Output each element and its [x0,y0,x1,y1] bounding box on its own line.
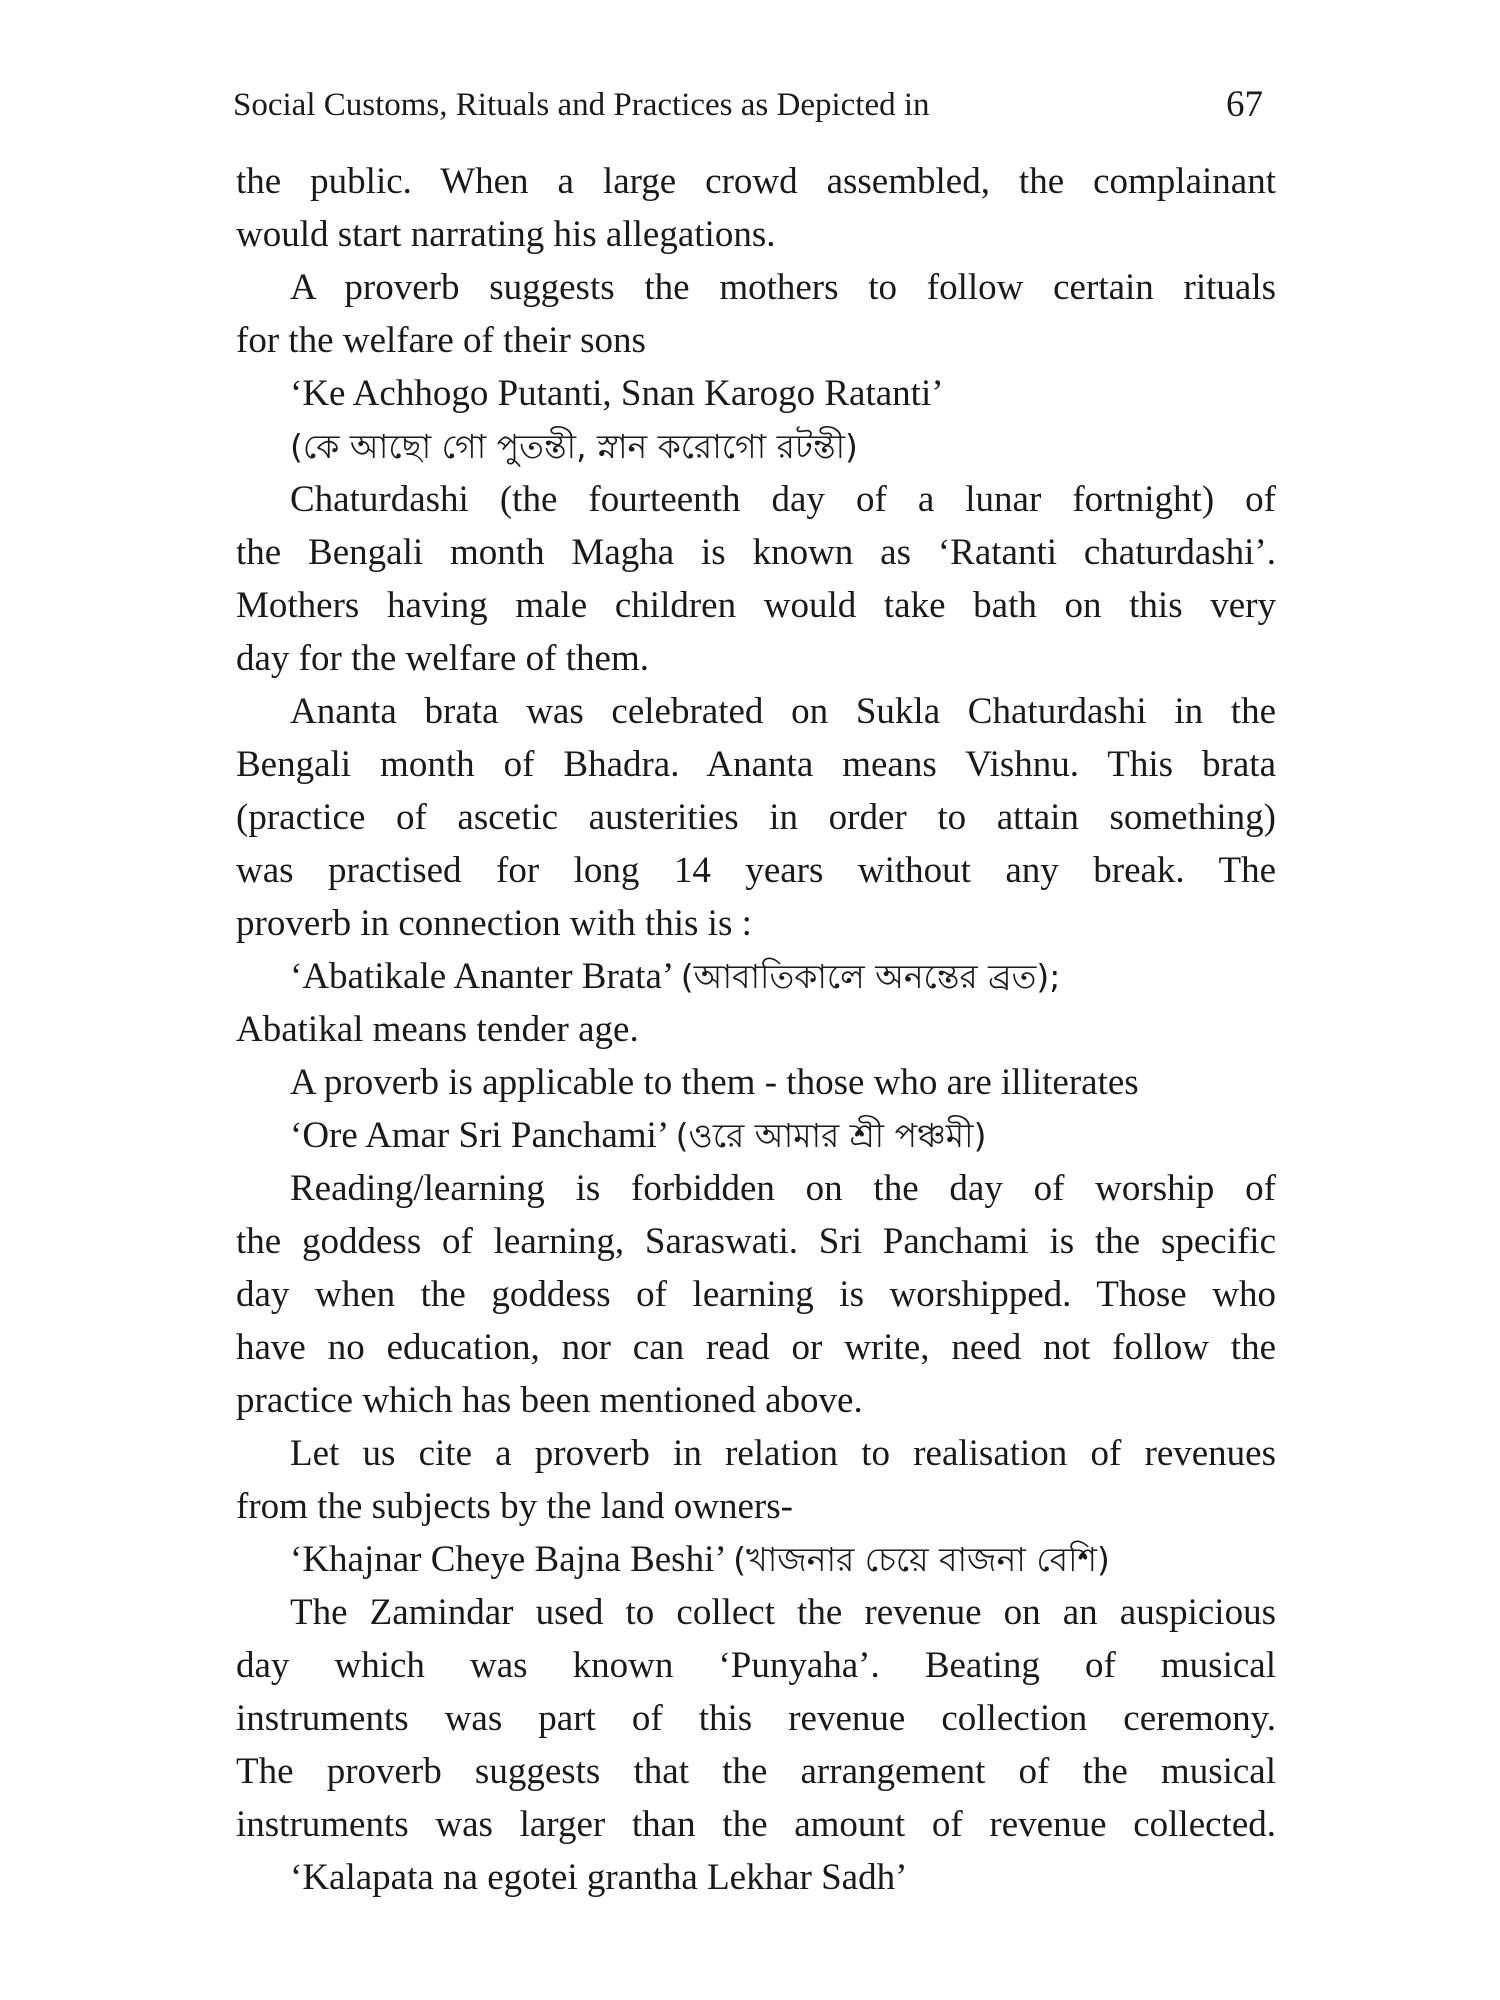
proverb-line: ‘Kalapata na egotei grantha Lekhar Sadh’ [290,1857,908,1898]
proverb-roman: ‘Abatikale Ananter Brata’ [290,956,672,997]
text-line: proverb in connection with this is : [236,903,752,944]
proverb-bengali: (আবাতিকালে অনন্তের ব্রত); [680,957,1061,996]
text-line: (practice of ascetic austerities in order to attain something) [236,797,1276,838]
text-line: A proverb is applicable to them - those who are illiterates [290,1062,1139,1103]
text-line: have no education, nor can read or write, need not follow the [236,1327,1276,1368]
text-line: for the welfare of their sons [236,320,646,361]
text-line: Mothers having male children would take bath on this very [236,585,1276,626]
text-line: day for the welfare of them. [236,638,649,679]
text-line: instruments was part of this revenue collection ceremony. [236,1698,1276,1739]
text-line: would start narrating his allegations. [236,214,776,255]
text-line: The proverb suggests that the arrangement of the musical [236,1751,1276,1792]
text-line: The Zamindar used to collect the revenue on an auspicious [290,1592,1276,1633]
proverb-roman: ‘Ore Amar Sri Panchami’ [290,1115,667,1156]
text-line: Ananta brata was celebrated on Sukla Chaturdashi in the [290,691,1276,732]
page-number: 67 [1226,84,1263,125]
proverb-roman: ‘Khajnar Cheye Bajna Beshi’ [290,1539,724,1580]
text-line: from the subjects by the land owners- [236,1486,793,1527]
text-line: Let us cite a proverb in relation to realisation of revenues [290,1433,1276,1474]
text-line: Reading/learning is forbidden on the day of worship of [290,1168,1276,1209]
proverb-bengali-line: (কে আছো গো পুতন্তী, স্নান করোগো রটন্তী) [290,427,858,466]
proverb-line [236,1109,1276,1162]
proverb-line [236,950,1276,1003]
proverb-bengali: (ওরে আমার শ্রী পঞ্চমী) [675,1116,987,1155]
text-line: the public. When a large crowd assembled, the complainant [236,161,1276,202]
body-text [236,155,1276,1904]
text-line: instruments was larger than the amount of revenue collected. [236,1804,1276,1845]
text-line: day when the goddess of learning is worshipped. Those who [236,1274,1276,1315]
text-line: was practised for long 14 years without any break. The [236,850,1276,891]
running-header [233,75,1263,135]
text-line: the goddess of learning, Saraswati. Sri Panchami is the specific [236,1221,1276,1262]
text-line: Chaturdashi (the fourteenth day of a lunar fortnight) of [290,479,1276,520]
text-line: Bengali month of Bhadra. Ananta means Vishnu. This brata [236,744,1276,785]
text-line: A proverb suggests the mothers to follow certain rituals [290,267,1276,308]
running-header-title: Social Customs, Rituals and Practices as Depicted in [233,87,930,123]
text-line: Abatikal means tender age. [236,1009,639,1050]
text-line: day which was known ‘Punyaha’. Beating of musical [236,1645,1276,1686]
proverb-bengali: (খাজনার চেয়ে বাজনা বেশি) [733,1540,1110,1579]
text-line: the Bengali month Magha is known as ‘Ratanti chaturdashi’. [236,532,1276,573]
text-line: practice which has been mentioned above. [236,1380,863,1421]
proverb-line: ‘Ke Achhogo Putanti, Snan Karogo Ratanti’ [290,373,944,414]
proverb-line [236,1533,1276,1586]
